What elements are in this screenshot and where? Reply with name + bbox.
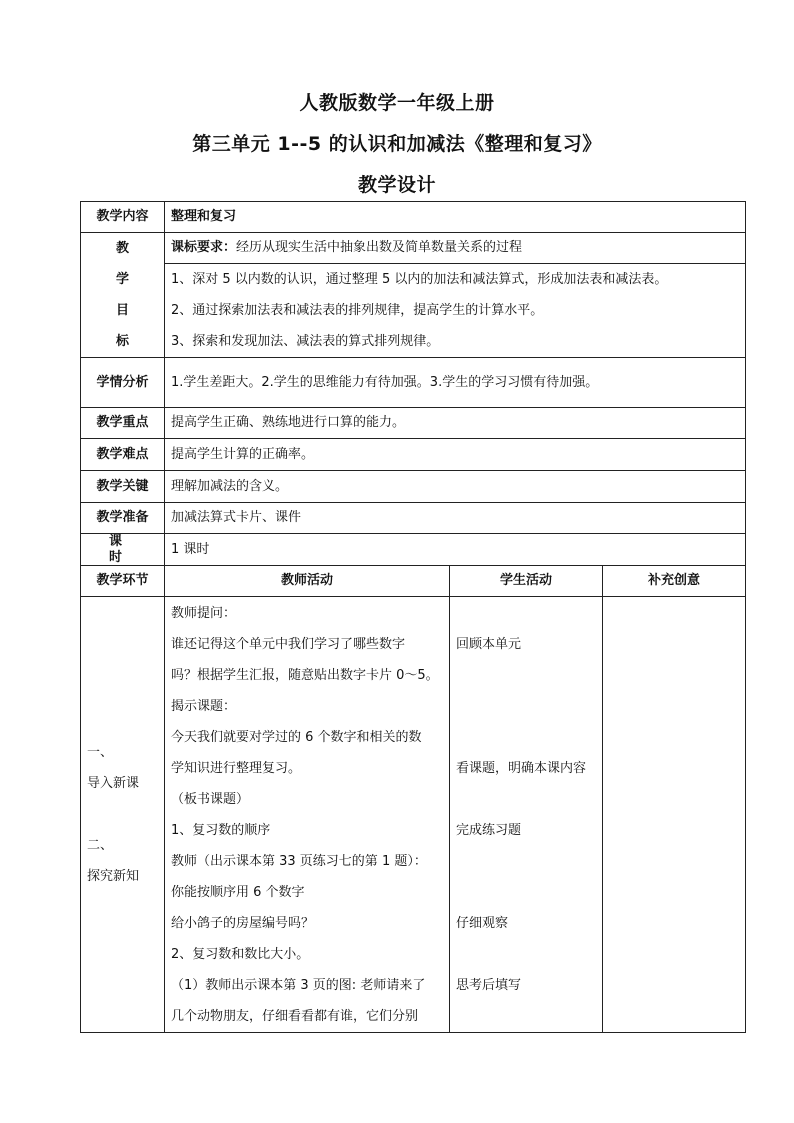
teacher-line: 几个动物朋友，仔细看看都有谁，它们分别: [171, 1008, 419, 1024]
teacher-line: 今天我们就要对学过的 6 个数字和相关的数: [171, 729, 422, 745]
row-analysis: [81, 358, 746, 408]
analysis-label: 学情分析: [81, 358, 165, 408]
student-line: [456, 722, 596, 753]
crux-label: 教学关键: [81, 471, 165, 503]
goals-cell: [165, 264, 746, 358]
teacher-line: 教师（出示课本第 33 页练习七的第 1 题）：: [171, 853, 427, 869]
stage-line: 导入新课: [87, 776, 140, 792]
content-value: 整理和复习: [165, 202, 746, 233]
goal-char: 标: [115, 334, 129, 349]
teacher-line: （1）教师出示课本第 3 页的图: 老师请来了: [171, 977, 426, 993]
student-line: [456, 691, 596, 722]
header-stage: 教学环节: [81, 566, 165, 597]
row-prep: [81, 503, 746, 534]
hours-label: 课 时: [81, 534, 165, 566]
stage-cell: [81, 597, 165, 1033]
goal-item: 3、探索和发现加法、减法表的算式排列规律。: [171, 334, 440, 349]
student-line: [456, 939, 596, 970]
row-key: [81, 408, 746, 439]
student-line: 完成练习题: [456, 822, 522, 838]
student-line: [456, 846, 596, 877]
prep-value: 加减法算式卡片、课件: [165, 503, 746, 534]
crux-value: 理解加减法的含义。: [165, 471, 746, 503]
stage-line: [87, 799, 158, 830]
student-line: 看课题，明确本课内容: [456, 760, 587, 776]
difficulty-value: 提高学生计算的正确率。: [165, 439, 746, 471]
teacher-line: 2、复习数和数比大小。: [171, 946, 310, 962]
teacher-cell: [165, 597, 450, 1033]
lesson-plan-table: [80, 201, 746, 1033]
stage-line: 探究新知: [87, 869, 140, 885]
hours-value: 1 课时: [165, 534, 746, 566]
stage-line: 二、: [87, 838, 114, 854]
student-line: 仔细观察: [456, 915, 509, 931]
extra-cell: [603, 597, 746, 1033]
content-label: 教学内容: [81, 202, 165, 233]
row-crux: [81, 471, 746, 503]
goal-item: 2、通过探索加法表和减法表的排列规律，提高学生的计算水平。: [171, 303, 544, 318]
student-line: 思考后填写: [456, 977, 522, 993]
teacher-line: 1、复习数的顺序: [171, 822, 271, 838]
standard-label: 课标要求：: [171, 240, 237, 256]
goal-item: 1、深对 5 以内数的认识，通过整理 5 以内的加法和减法算式，形成加法表和减法表。: [171, 272, 668, 287]
teacher-line: 给小鸽子的房屋编号吗？: [171, 915, 315, 931]
doc-title: 人教版数学一年级上册: [299, 92, 495, 114]
difficulty-label: 教学难点: [81, 439, 165, 471]
student-line: 回顾本单元: [456, 636, 522, 652]
teacher-line: 揭示课题：: [171, 698, 237, 714]
teacher-line: 谁还记得这个单元中我们学习了哪些数字: [171, 636, 406, 652]
analysis-value: 1.学生差距大。2.学生的思维能力有待加强。3.学生的学习习惯有待加强。: [165, 358, 746, 408]
goal-char: 教: [115, 241, 129, 256]
teacher-line: 学知识进行整理复习。: [171, 760, 302, 776]
doc-heading: 教学设计: [357, 174, 436, 196]
standard-cell: [165, 233, 746, 264]
key-label: 教学重点: [81, 408, 165, 439]
key-value: 提高学生正确、熟练地进行口算的能力。: [165, 408, 746, 439]
row-standard: [81, 233, 746, 264]
header-teacher: 教师活动: [165, 566, 450, 597]
doc-subtitle: 第三单元 1--5 的认识和加减法《整理和复习》: [192, 133, 602, 155]
student-line: [456, 877, 596, 908]
goal-label: [81, 233, 165, 358]
process-body-row: [81, 597, 746, 1033]
standard-text: 经历从现实生活中抽象出数及简单数量关系的过程: [236, 240, 523, 256]
row-difficulty: [81, 439, 746, 471]
header-student: 学生活动: [450, 566, 603, 597]
process-header-row: [81, 566, 746, 597]
stage-line: 一、: [87, 745, 114, 761]
goal-char: 学: [115, 272, 129, 287]
prep-label: 教学准备: [81, 503, 165, 534]
student-cell: [450, 597, 603, 1033]
teacher-line: 吗？根据学生汇报，随意贴出数字卡片 0～5。: [171, 667, 439, 683]
student-line: [456, 660, 596, 691]
row-hours: [81, 534, 746, 566]
goal-char: 目: [115, 303, 129, 318]
teacher-line: 你能按顺序用 6 个数字: [171, 884, 305, 900]
row-goals: [81, 264, 746, 358]
student-line: [456, 784, 596, 815]
header-extra: 补充创意: [603, 566, 746, 597]
teacher-line: 教师提问：: [171, 605, 237, 621]
row-content: [81, 202, 746, 233]
teacher-line: （板书课题）: [171, 791, 250, 807]
